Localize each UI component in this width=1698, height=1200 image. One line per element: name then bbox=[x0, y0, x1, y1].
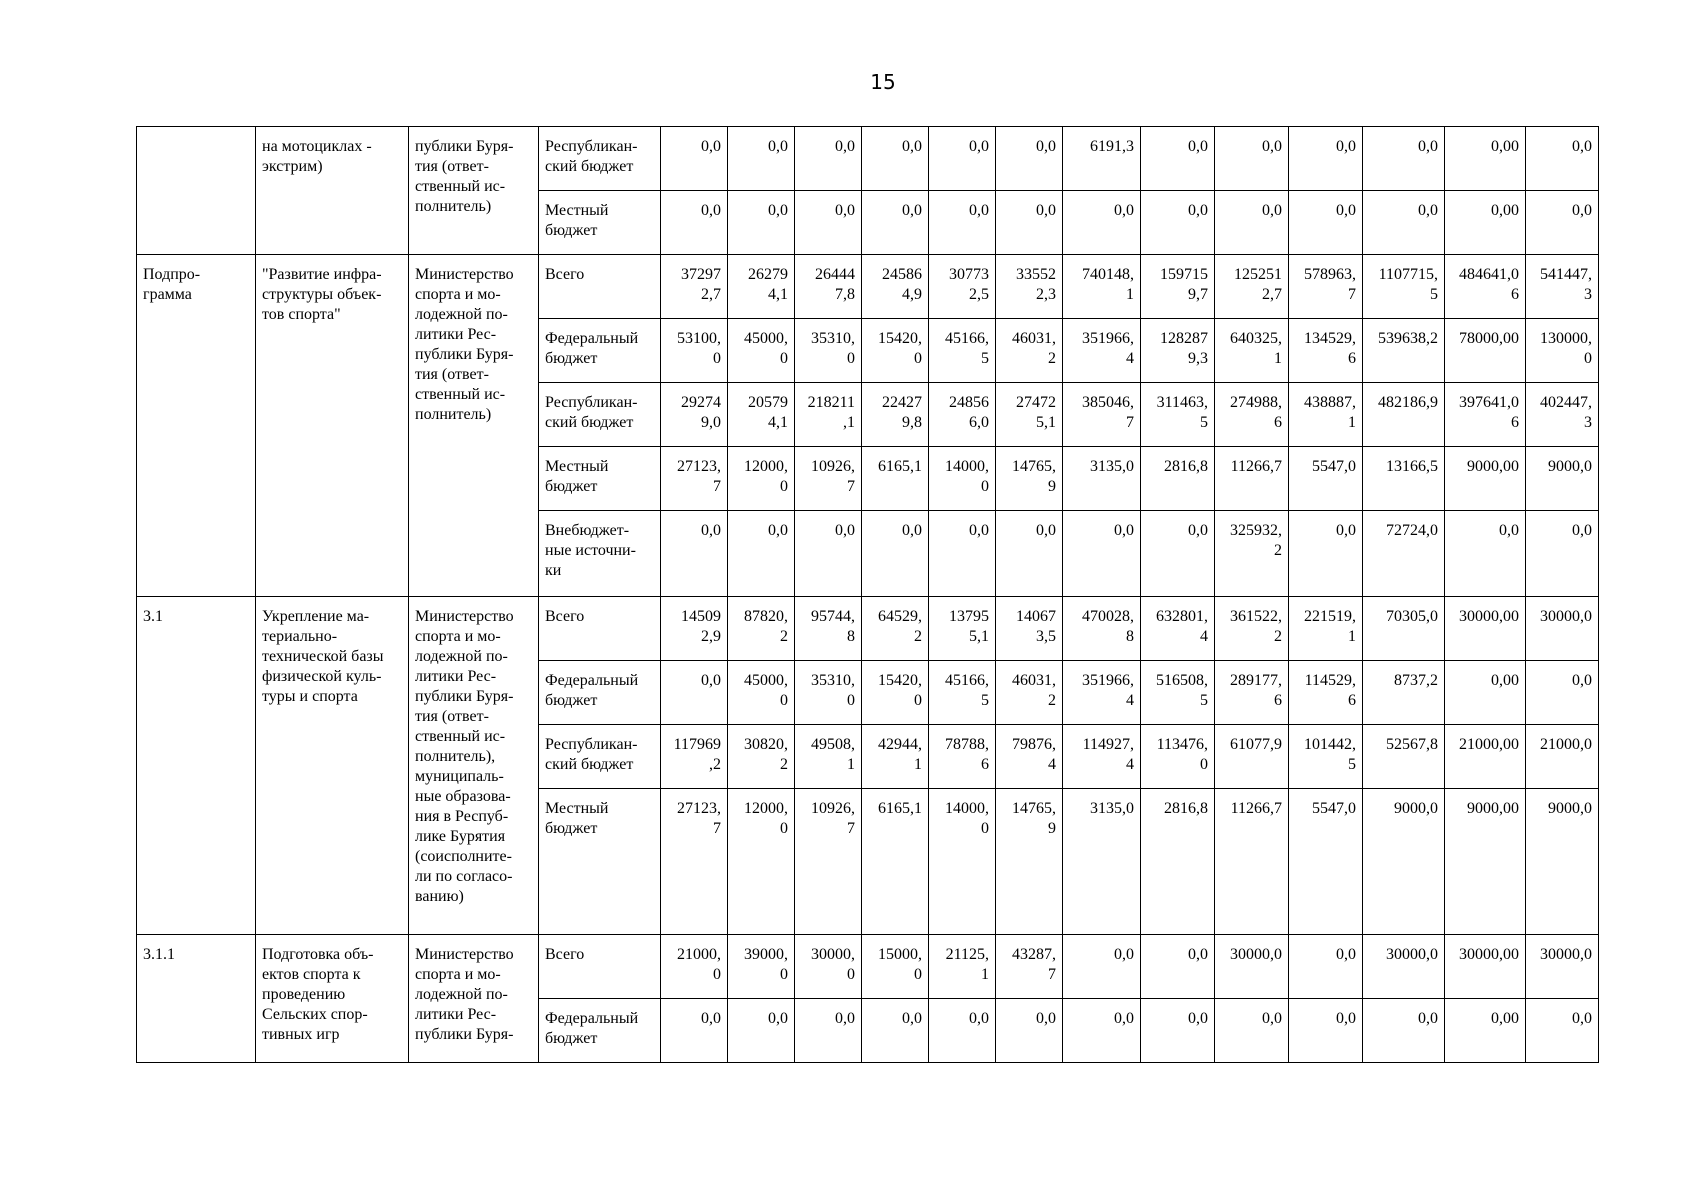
value-cell: 221519, 1 bbox=[1289, 597, 1363, 661]
value-cell: 0,00 bbox=[1445, 661, 1526, 725]
value-cell: 30820, 2 bbox=[728, 725, 795, 789]
value-cell: 0,0 bbox=[1363, 999, 1445, 1063]
value-cell: 0,0 bbox=[1289, 127, 1363, 191]
value-cell: 0,0 bbox=[1215, 999, 1289, 1063]
value-cell: 0,0 bbox=[661, 191, 728, 255]
value-cell: 0,0 bbox=[1526, 661, 1599, 725]
value-cell: 0,0 bbox=[661, 127, 728, 191]
value-cell: 70305,0 bbox=[1363, 597, 1445, 661]
value-cell: 130000, 0 bbox=[1526, 319, 1599, 383]
table-row bbox=[137, 127, 1599, 191]
row-name-cell: "Развитие инфра- структуры объек- тов спорта" bbox=[256, 255, 409, 597]
value-cell: 0,0 bbox=[1215, 191, 1289, 255]
value-cell: 33552 2,3 bbox=[996, 255, 1063, 319]
value-cell: 0,0 bbox=[1289, 999, 1363, 1063]
row-executor-cell: Министерство спорта и мо- лодежной по- литики Рес- публики Буря- тия (ответ- ственный ис- полнитель) bbox=[409, 255, 539, 597]
value-cell: 0,0 bbox=[1063, 999, 1141, 1063]
value-cell: 30000,0 bbox=[1526, 597, 1599, 661]
value-cell: 114529, 6 bbox=[1289, 661, 1363, 725]
value-cell: 0,0 bbox=[1141, 999, 1215, 1063]
value-cell: 21125, 1 bbox=[929, 935, 996, 999]
value-cell: 10926, 7 bbox=[795, 789, 862, 935]
value-cell: 2816,8 bbox=[1141, 447, 1215, 511]
funding-source-cell: Республикан- ский бюджет bbox=[539, 383, 661, 447]
value-cell: 46031, 2 bbox=[996, 319, 1063, 383]
value-cell: 274988, 6 bbox=[1215, 383, 1289, 447]
value-cell: 0,0 bbox=[862, 127, 929, 191]
value-cell: 351966, 4 bbox=[1063, 661, 1141, 725]
value-cell: 37297 2,7 bbox=[661, 255, 728, 319]
funding-source-cell: Федеральный бюджет bbox=[539, 319, 661, 383]
value-cell: 0,0 bbox=[996, 127, 1063, 191]
funding-source-cell: Всего bbox=[539, 935, 661, 999]
value-cell: 15420, 0 bbox=[862, 319, 929, 383]
value-cell: 0,0 bbox=[795, 511, 862, 597]
value-cell: 22427 9,8 bbox=[862, 383, 929, 447]
value-cell: 1107715, 5 bbox=[1363, 255, 1445, 319]
value-cell: 0,0 bbox=[661, 661, 728, 725]
row-name-cell: Подготовка объ- ектов спорта к проведению Сельских спор- тивных игр bbox=[256, 935, 409, 1063]
value-cell: 26444 7,8 bbox=[795, 255, 862, 319]
value-cell: 15420, 0 bbox=[862, 661, 929, 725]
value-cell: 101442, 5 bbox=[1289, 725, 1363, 789]
value-cell: 0,0 bbox=[929, 511, 996, 597]
value-cell: 0,0 bbox=[728, 191, 795, 255]
value-cell: 61077,9 bbox=[1215, 725, 1289, 789]
value-cell: 9000,0 bbox=[1526, 789, 1599, 935]
value-cell: 0,0 bbox=[661, 511, 728, 597]
value-cell: 14765, 9 bbox=[996, 447, 1063, 511]
value-cell: 3135,0 bbox=[1063, 789, 1141, 935]
value-cell: 0,0 bbox=[1526, 511, 1599, 597]
value-cell: 740148, 1 bbox=[1063, 255, 1141, 319]
value-cell: 218211 ,1 bbox=[795, 383, 862, 447]
value-cell: 0,0 bbox=[1063, 511, 1141, 597]
value-cell: 0,0 bbox=[1445, 511, 1526, 597]
value-cell: 159715 9,7 bbox=[1141, 255, 1215, 319]
value-cell: 385046, 7 bbox=[1063, 383, 1141, 447]
value-cell: 0,0 bbox=[1141, 191, 1215, 255]
value-cell: 9000,0 bbox=[1363, 789, 1445, 935]
value-cell: 0,0 bbox=[996, 191, 1063, 255]
value-cell: 541447, 3 bbox=[1526, 255, 1599, 319]
value-cell: 14765, 9 bbox=[996, 789, 1063, 935]
value-cell: 29274 9,0 bbox=[661, 383, 728, 447]
value-cell: 15000, 0 bbox=[862, 935, 929, 999]
value-cell: 2816,8 bbox=[1141, 789, 1215, 935]
value-cell: 128287 9,3 bbox=[1141, 319, 1215, 383]
value-cell: 0,0 bbox=[929, 127, 996, 191]
value-cell: 3135,0 bbox=[1063, 447, 1141, 511]
value-cell: 64529, 2 bbox=[862, 597, 929, 661]
value-cell: 13166,5 bbox=[1363, 447, 1445, 511]
value-cell: 78788, 6 bbox=[929, 725, 996, 789]
value-cell: 79876, 4 bbox=[996, 725, 1063, 789]
value-cell: 6165,1 bbox=[862, 789, 929, 935]
funding-source-cell: Всего bbox=[539, 255, 661, 319]
value-cell: 632801, 4 bbox=[1141, 597, 1215, 661]
value-cell: 14000, 0 bbox=[929, 447, 996, 511]
value-cell: 30000,00 bbox=[1445, 935, 1526, 999]
value-cell: 361522, 2 bbox=[1215, 597, 1289, 661]
value-cell: 0,0 bbox=[862, 999, 929, 1063]
value-cell: 5547,0 bbox=[1289, 447, 1363, 511]
value-cell: 311463, 5 bbox=[1141, 383, 1215, 447]
value-cell: 134529, 6 bbox=[1289, 319, 1363, 383]
row-code-cell: 3.1.1 bbox=[137, 935, 256, 1063]
value-cell: 0,0 bbox=[996, 511, 1063, 597]
value-cell: 640325, 1 bbox=[1215, 319, 1289, 383]
value-cell: 27123, 7 bbox=[661, 789, 728, 935]
row-name-cell: Укрепление ма- териально- технической базы физической куль- туры и спорта bbox=[256, 597, 409, 935]
budget-table bbox=[136, 126, 1599, 1063]
value-cell: 30000,0 bbox=[1526, 935, 1599, 999]
value-cell: 289177, 6 bbox=[1215, 661, 1289, 725]
row-executor-cell: публики Буря- тия (ответ- ственный ис- полнитель) bbox=[409, 127, 539, 255]
value-cell: 9000,00 bbox=[1445, 789, 1526, 935]
value-cell: 20579 4,1 bbox=[728, 383, 795, 447]
funding-source-cell: Всего bbox=[539, 597, 661, 661]
value-cell: 0,0 bbox=[728, 127, 795, 191]
value-cell: 0,0 bbox=[1526, 191, 1599, 255]
value-cell: 8737,2 bbox=[1363, 661, 1445, 725]
value-cell: 0,0 bbox=[795, 999, 862, 1063]
value-cell: 46031, 2 bbox=[996, 661, 1063, 725]
value-cell: 11266,7 bbox=[1215, 447, 1289, 511]
value-cell: 117969 ,2 bbox=[661, 725, 728, 789]
value-cell: 0,0 bbox=[1141, 127, 1215, 191]
value-cell: 78000,00 bbox=[1445, 319, 1526, 383]
value-cell: 402447, 3 bbox=[1526, 383, 1599, 447]
value-cell: 12000, 0 bbox=[728, 447, 795, 511]
funding-source-cell: Местный бюджет bbox=[539, 789, 661, 935]
value-cell: 95744, 8 bbox=[795, 597, 862, 661]
row-name-cell: на мотоциклах - экстрим) bbox=[256, 127, 409, 255]
value-cell: 351966, 4 bbox=[1063, 319, 1141, 383]
value-cell: 0,0 bbox=[1289, 511, 1363, 597]
value-cell: 30773 2,5 bbox=[929, 255, 996, 319]
page-number: 15 bbox=[870, 70, 896, 94]
value-cell: 45000, 0 bbox=[728, 319, 795, 383]
value-cell: 0,0 bbox=[929, 999, 996, 1063]
value-cell: 43287, 7 bbox=[996, 935, 1063, 999]
value-cell: 0,0 bbox=[1141, 935, 1215, 999]
funding-source-cell: Местный бюджет bbox=[539, 191, 661, 255]
value-cell: 0,0 bbox=[1526, 999, 1599, 1063]
value-cell: 42944, 1 bbox=[862, 725, 929, 789]
value-cell: 21000, 0 bbox=[661, 935, 728, 999]
value-cell: 52567,8 bbox=[1363, 725, 1445, 789]
table-row bbox=[137, 255, 1599, 319]
value-cell: 0,0 bbox=[1141, 511, 1215, 597]
value-cell: 30000,00 bbox=[1445, 597, 1526, 661]
value-cell: 484641,0 6 bbox=[1445, 255, 1526, 319]
value-cell: 438887, 1 bbox=[1289, 383, 1363, 447]
value-cell: 72724,0 bbox=[1363, 511, 1445, 597]
value-cell: 35310, 0 bbox=[795, 319, 862, 383]
value-cell: 0,0 bbox=[929, 191, 996, 255]
value-cell: 21000,00 bbox=[1445, 725, 1526, 789]
table-row bbox=[137, 935, 1599, 999]
value-cell: 0,0 bbox=[1063, 935, 1141, 999]
value-cell: 14000, 0 bbox=[929, 789, 996, 935]
value-cell: 516508, 5 bbox=[1141, 661, 1215, 725]
value-cell: 6165,1 bbox=[862, 447, 929, 511]
value-cell: 39000, 0 bbox=[728, 935, 795, 999]
value-cell: 0,0 bbox=[661, 999, 728, 1063]
value-cell: 0,0 bbox=[1526, 127, 1599, 191]
value-cell: 13795 5,1 bbox=[929, 597, 996, 661]
value-cell: 30000,0 bbox=[1215, 935, 1289, 999]
value-cell: 325932, 2 bbox=[1215, 511, 1289, 597]
value-cell: 30000,0 bbox=[1363, 935, 1445, 999]
row-code-cell: 3.1 bbox=[137, 597, 256, 935]
value-cell: 12000, 0 bbox=[728, 789, 795, 935]
value-cell: 21000,0 bbox=[1526, 725, 1599, 789]
value-cell: 11266,7 bbox=[1215, 789, 1289, 935]
value-cell: 0,0 bbox=[795, 191, 862, 255]
value-cell: 0,0 bbox=[862, 511, 929, 597]
funding-source-cell: Федеральный бюджет bbox=[539, 999, 661, 1063]
value-cell: 113476, 0 bbox=[1141, 725, 1215, 789]
value-cell: 27472 5,1 bbox=[996, 383, 1063, 447]
value-cell: 0,0 bbox=[1289, 191, 1363, 255]
value-cell: 0,0 bbox=[1289, 935, 1363, 999]
value-cell: 114927, 4 bbox=[1063, 725, 1141, 789]
value-cell: 24586 4,9 bbox=[862, 255, 929, 319]
value-cell: 482186,9 bbox=[1363, 383, 1445, 447]
value-cell: 0,0 bbox=[795, 127, 862, 191]
value-cell: 0,0 bbox=[728, 999, 795, 1063]
row-executor-cell: Министерство спорта и мо- лодежной по- литики Рес- публики Буря- bbox=[409, 935, 539, 1063]
value-cell: 87820, 2 bbox=[728, 597, 795, 661]
value-cell: 470028, 8 bbox=[1063, 597, 1141, 661]
value-cell: 9000,00 bbox=[1445, 447, 1526, 511]
value-cell: 45166, 5 bbox=[929, 319, 996, 383]
value-cell: 0,0 bbox=[728, 511, 795, 597]
row-code-cell bbox=[137, 127, 256, 255]
value-cell: 0,00 bbox=[1445, 999, 1526, 1063]
value-cell: 0,0 bbox=[1063, 191, 1141, 255]
value-cell: 24856 6,0 bbox=[929, 383, 996, 447]
value-cell: 125251 2,7 bbox=[1215, 255, 1289, 319]
funding-source-cell: Республикан- ский бюджет bbox=[539, 725, 661, 789]
value-cell: 0,00 bbox=[1445, 127, 1526, 191]
value-cell: 53100, 0 bbox=[661, 319, 728, 383]
value-cell: 0,0 bbox=[1363, 127, 1445, 191]
value-cell: 5547,0 bbox=[1289, 789, 1363, 935]
value-cell: 0,0 bbox=[1363, 191, 1445, 255]
value-cell: 27123, 7 bbox=[661, 447, 728, 511]
value-cell: 10926, 7 bbox=[795, 447, 862, 511]
value-cell: 26279 4,1 bbox=[728, 255, 795, 319]
table-row bbox=[137, 597, 1599, 661]
value-cell: 0,0 bbox=[862, 191, 929, 255]
value-cell: 45166, 5 bbox=[929, 661, 996, 725]
funding-source-cell: Внебюджет- ные источни- ки bbox=[539, 511, 661, 597]
value-cell: 35310, 0 bbox=[795, 661, 862, 725]
value-cell: 45000, 0 bbox=[728, 661, 795, 725]
value-cell: 14509 2,9 bbox=[661, 597, 728, 661]
value-cell: 9000,0 bbox=[1526, 447, 1599, 511]
row-executor-cell: Министерство спорта и мо- лодежной по- литики Рес- публики Буря- тия (ответ- ственный ис- полнитель), муниципаль- ные образова- ния в Респуб- лике Бурятия (соисполните- ли по согласо- ванию) bbox=[409, 597, 539, 935]
value-cell: 578963, 7 bbox=[1289, 255, 1363, 319]
value-cell: 0,00 bbox=[1445, 191, 1526, 255]
row-code-cell: Подпро- грамма bbox=[137, 255, 256, 597]
value-cell: 0,0 bbox=[996, 999, 1063, 1063]
funding-source-cell: Местный бюджет bbox=[539, 447, 661, 511]
value-cell: 0,0 bbox=[1215, 127, 1289, 191]
funding-source-cell: Республикан- ский бюджет bbox=[539, 127, 661, 191]
funding-source-cell: Федеральный бюджет bbox=[539, 661, 661, 725]
value-cell: 49508, 1 bbox=[795, 725, 862, 789]
value-cell: 6191,3 bbox=[1063, 127, 1141, 191]
value-cell: 397641,0 6 bbox=[1445, 383, 1526, 447]
value-cell: 30000, 0 bbox=[795, 935, 862, 999]
value-cell: 539638,2 bbox=[1363, 319, 1445, 383]
value-cell: 14067 3,5 bbox=[996, 597, 1063, 661]
